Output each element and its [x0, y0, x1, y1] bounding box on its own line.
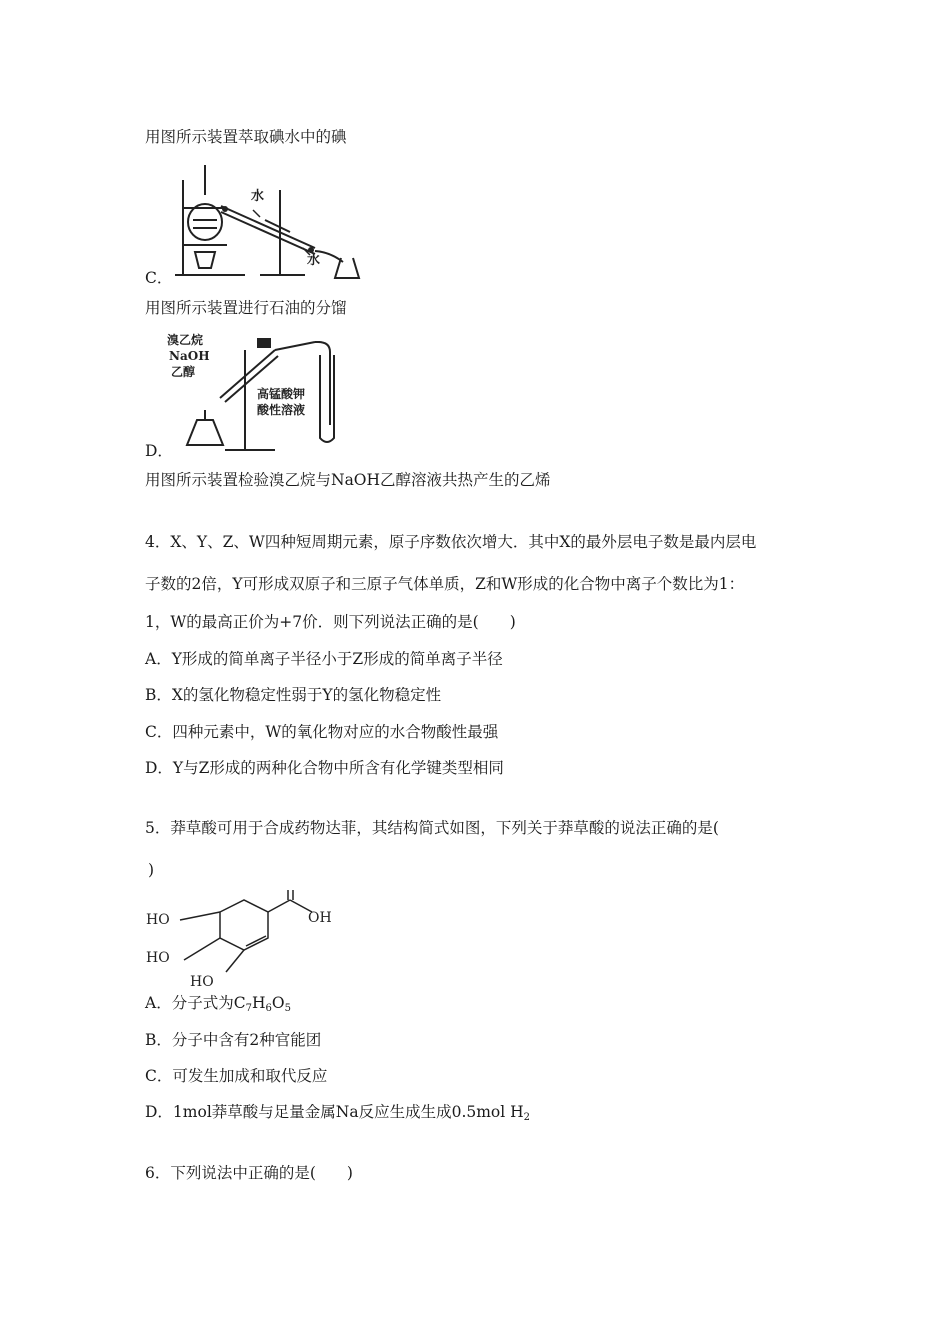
shikimic-acid-structure: [140, 890, 340, 990]
distillation-apparatus-figure: [165, 160, 365, 285]
question-4-option-a: A．Y形成的简单离子半径小于Z形成的简单离子半径: [145, 650, 503, 668]
hydroxyl-label-2: HO: [146, 950, 170, 966]
option-d-description: 用图所示装置检验溴乙烷与NaOH乙醇溶液共热产生的乙烯: [145, 471, 551, 489]
carboxyl-oh-label: OH: [308, 910, 332, 926]
question-4-stem-line3: 1，W的最高正价为+7价．则下列说法正确的是( ): [145, 613, 516, 631]
elimination-apparatus-figure: [165, 330, 350, 455]
kmno4-label-line1: 高锰酸钾: [257, 387, 306, 401]
option-b-description: 用图所示装置萃取碘水中的碘: [145, 128, 347, 146]
formula-subscript: 5: [284, 1003, 291, 1014]
bromoethane-label: 溴乙烷: [167, 333, 204, 347]
question-4-option-d: D．Y与Z形成的两种化合物中所含有化学键类型相同: [145, 759, 504, 777]
formula-subscript: 2: [523, 1112, 531, 1123]
question-4-option-c: C．四种元素中，W的氧化物对应的水合物酸性最强: [145, 723, 499, 741]
formula-prefix: A．分子式为C: [145, 994, 246, 1012]
option-c-label: C．: [145, 269, 173, 287]
formula-h: H: [251, 994, 266, 1012]
hydroxyl-label-1: HO: [146, 912, 170, 928]
formula-subscript: 7: [245, 1003, 252, 1014]
question-4-option-b: B．X的氢化物稳定性弱于Y的氢化物稳定性: [145, 686, 442, 704]
option-d-text: D．1mol莽草酸与足量金属Na反应生成生成0.5mol H: [145, 1103, 524, 1121]
question-5-option-c: C．可发生加成和取代反应: [145, 1067, 328, 1085]
question-5-option-d: [145, 1102, 530, 1128]
kmno4-label-line2: 酸性溶液: [257, 403, 306, 417]
ethanol-label: 乙醇: [171, 365, 196, 379]
water-in-label: 水: [251, 189, 265, 204]
question-5-stem-line2: ): [148, 861, 155, 879]
formula-subscript: 6: [265, 1003, 272, 1014]
option-d-label: D．: [145, 442, 173, 460]
question-5-stem-line1: 5．莽草酸可用于合成药物达菲，其结构简式如图，下列关于莽草酸的说法正确的是(: [145, 819, 719, 837]
formula-o: O: [271, 994, 285, 1012]
naoh-label: NaOH: [169, 349, 210, 363]
question-4-stem-line1: 4．X、Y、Z、W四种短周期元素，原子序数依次增大．其中X的最外层电子数是最内层电: [145, 533, 757, 551]
question-5-option-b: B．分子中含有2种官能团: [145, 1031, 322, 1049]
question-4-stem-line2: 子数的2倍，Y可形成双原子和三原子气体单质，Z和W形成的化合物中离子个数比为1：: [145, 575, 745, 593]
question-6-stem: 6．下列说法中正确的是( ): [145, 1164, 353, 1182]
hydroxyl-label-3: HO: [190, 974, 214, 990]
water-out-label: 水: [307, 253, 321, 268]
option-c-description: 用图所示装置进行石油的分馏: [145, 299, 347, 317]
question-5-option-a: [145, 993, 291, 1019]
